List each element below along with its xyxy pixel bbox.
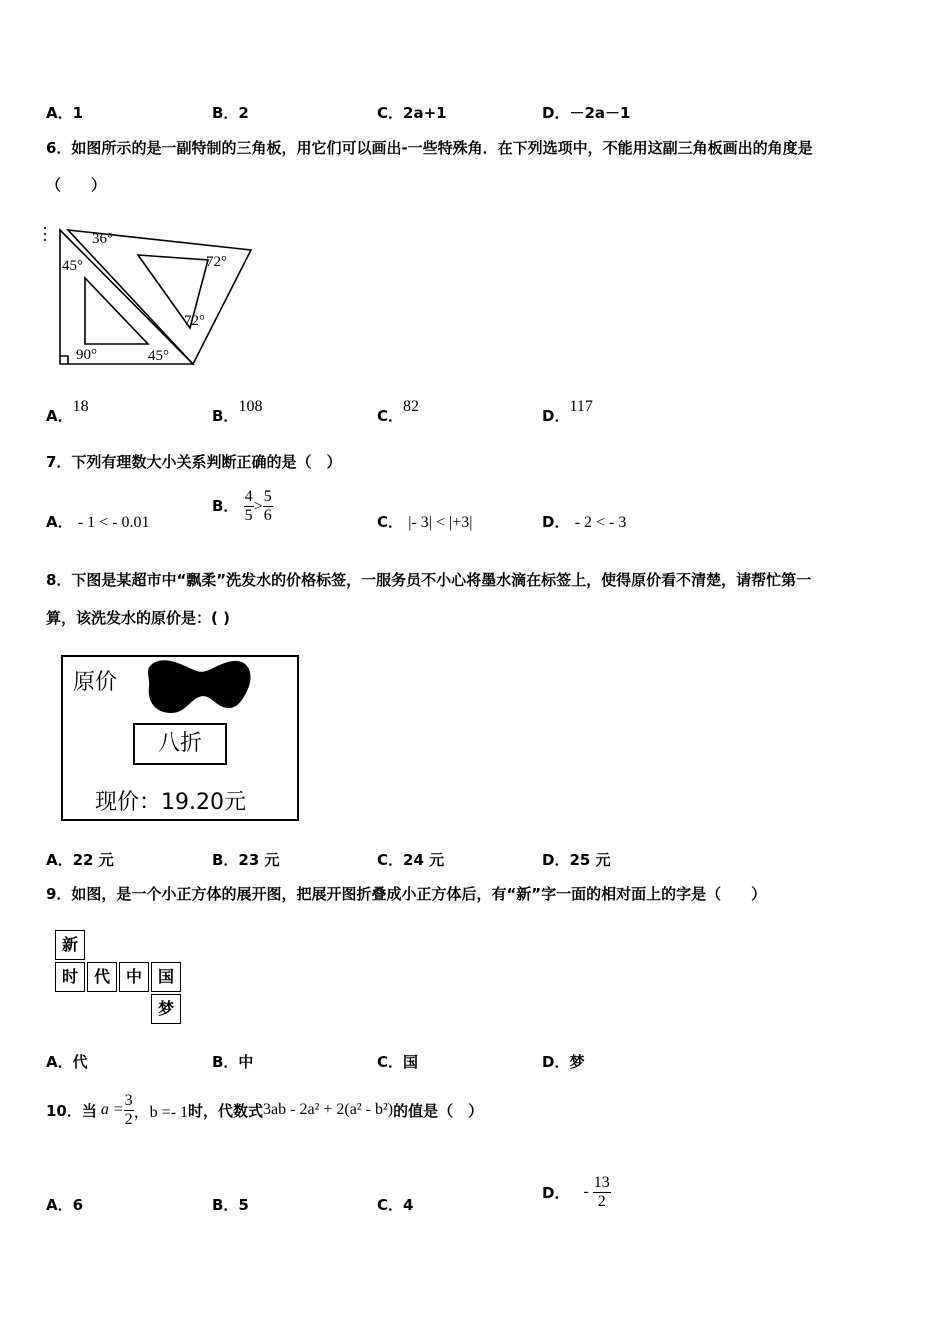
- q10-d-den: 2: [597, 1192, 606, 1210]
- angle-label-36: 36°: [92, 231, 113, 247]
- q7-b-den2: 6: [263, 507, 272, 524]
- q7-b-den1: 5: [244, 507, 253, 524]
- cube-net-cell: 梦: [151, 994, 181, 1024]
- q7-option-b-frac2: [263, 488, 273, 525]
- price-tag: [61, 655, 299, 821]
- q9-question-text: 9．如图，是一个小正方体的展开图，把展开图折叠成小正方体后，有“新”字一面的相对面上的字是（ ）: [46, 885, 767, 903]
- q10-expression: 3ab - 2a² + 2(a² - b²): [263, 1101, 394, 1118]
- q7-option-a[interactable]: [46, 511, 150, 532]
- q6-option-d-letter: D．: [542, 407, 570, 425]
- q5-option-a[interactable]: A．1: [46, 104, 84, 122]
- q7-b-num1: 4: [244, 488, 253, 505]
- angle-label-72-right: 72°: [206, 254, 227, 270]
- q7-option-d-expr: - 2 < - 3: [574, 514, 627, 531]
- q6-option-a-letter: A．: [46, 407, 73, 425]
- q10-a-den: 2: [124, 1110, 133, 1128]
- q7-option-a-letter: A．: [46, 513, 73, 531]
- q5-option-c[interactable]: C．2a+1: [377, 104, 447, 122]
- q5-option-d[interactable]: D．－2a－1: [542, 104, 631, 122]
- q6-option-b-letter: B．: [212, 407, 239, 425]
- price-tag-current-label: 现价：19.20元: [95, 790, 246, 815]
- q5-option-b[interactable]: B．2: [212, 104, 249, 122]
- q6-option-a[interactable]: [46, 398, 89, 426]
- q7-option-b-frac1: [244, 488, 254, 525]
- q7-option-a-expr: - 1 < - 0.01: [77, 514, 150, 531]
- q6-option-b-value: 108: [238, 398, 263, 415]
- q7-option-c-expr: |- 3| < |+3|: [408, 514, 473, 531]
- cube-net-cell: 代: [87, 962, 117, 992]
- q10-suffix: 的值是（ ）: [393, 1101, 484, 1120]
- discount-box: 八折: [133, 723, 227, 765]
- q10-option-d-sign: -: [583, 1183, 589, 1200]
- q6-question-text: 6．如图所示的是一副特制的三角板，用它们可以画出-一些特殊角．在下列选项中，不能用这副三角板画出的角度是: [46, 139, 813, 157]
- q10-option-b[interactable]: B．5: [212, 1196, 249, 1214]
- q6-option-b[interactable]: [212, 398, 263, 426]
- q6-option-c-letter: C．: [377, 407, 404, 425]
- q10-option-d[interactable]: [542, 1170, 611, 1214]
- q7-b-op: >: [253, 498, 263, 515]
- q7-b-num2: 5: [263, 488, 272, 505]
- q8-question-text-2: 算，该洗发水的原价是：( ): [46, 609, 230, 627]
- q10-question-text: [46, 1088, 483, 1132]
- q10-option-d-frac: [593, 1174, 611, 1211]
- angle-label-90: 90°: [76, 347, 97, 363]
- cube-net-cell: 新: [55, 930, 85, 960]
- q10-option-d-letter: D．: [542, 1183, 570, 1202]
- q8-option-d[interactable]: D．25 元: [542, 851, 611, 869]
- q6-question-paren: （ ）: [46, 176, 107, 194]
- cube-net-cell: 中: [119, 962, 149, 992]
- price-tag-original-label: 原价: [73, 670, 118, 695]
- q10-option-a[interactable]: A．6: [46, 1196, 84, 1214]
- q8-option-b[interactable]: B．23 元: [212, 851, 280, 869]
- q7-option-d-letter: D．: [542, 513, 570, 531]
- q10-option-c[interactable]: C．4: [377, 1196, 414, 1214]
- q7-question-text: 7．下列有理数大小关系判断正确的是（ ）: [46, 453, 342, 471]
- q9-option-b[interactable]: B．中: [212, 1053, 254, 1071]
- q6-option-c-value: 82: [403, 398, 420, 415]
- q10-a-num: 3: [124, 1091, 133, 1109]
- q6-option-d[interactable]: [542, 398, 593, 426]
- q7-option-d[interactable]: [542, 511, 626, 532]
- q7-option-b[interactable]: [212, 488, 273, 525]
- q10-a-var: a =: [100, 1101, 124, 1118]
- triangle-set-figure: [38, 218, 258, 370]
- q10-prefix: 10．当: [46, 1101, 97, 1120]
- cube-net-cell: 时: [55, 962, 85, 992]
- q7-option-b-letter: B．: [212, 497, 239, 515]
- q6-option-d-value: 117: [569, 398, 593, 415]
- q7-option-c-letter: C．: [377, 513, 404, 531]
- q8-option-a[interactable]: A．22 元: [46, 851, 114, 869]
- q10-b-part: ，b =- 1: [133, 1103, 189, 1121]
- q9-option-a[interactable]: A．代: [46, 1053, 88, 1071]
- q6-option-a-value: 18: [72, 398, 89, 415]
- angle-label-45-bottom: 45°: [148, 348, 169, 364]
- ink-blot-icon: [145, 657, 255, 719]
- cube-net-cell: 国: [151, 962, 181, 992]
- q9-option-d[interactable]: D．梦: [542, 1053, 585, 1071]
- q10-d-num: 13: [593, 1173, 610, 1191]
- angle-label-72-bottom: 72°: [184, 313, 205, 329]
- q10-mid: 时，代数式: [188, 1101, 264, 1120]
- cube-net: [55, 930, 185, 1025]
- angle-label-45-top: 45°: [62, 258, 83, 274]
- q8-option-c[interactable]: C．24 元: [377, 851, 445, 869]
- q9-option-c[interactable]: C．国: [377, 1053, 419, 1071]
- q8-question-text: 8．下图是某超市中“飘柔”洗发水的价格标签，一服务员不小心将墨水滴在标签上，使得原价看不清楚，请帮忙第一: [46, 571, 812, 589]
- q7-option-c[interactable]: [377, 511, 472, 532]
- q6-option-c[interactable]: [377, 398, 420, 426]
- q10-a-frac: [124, 1092, 134, 1129]
